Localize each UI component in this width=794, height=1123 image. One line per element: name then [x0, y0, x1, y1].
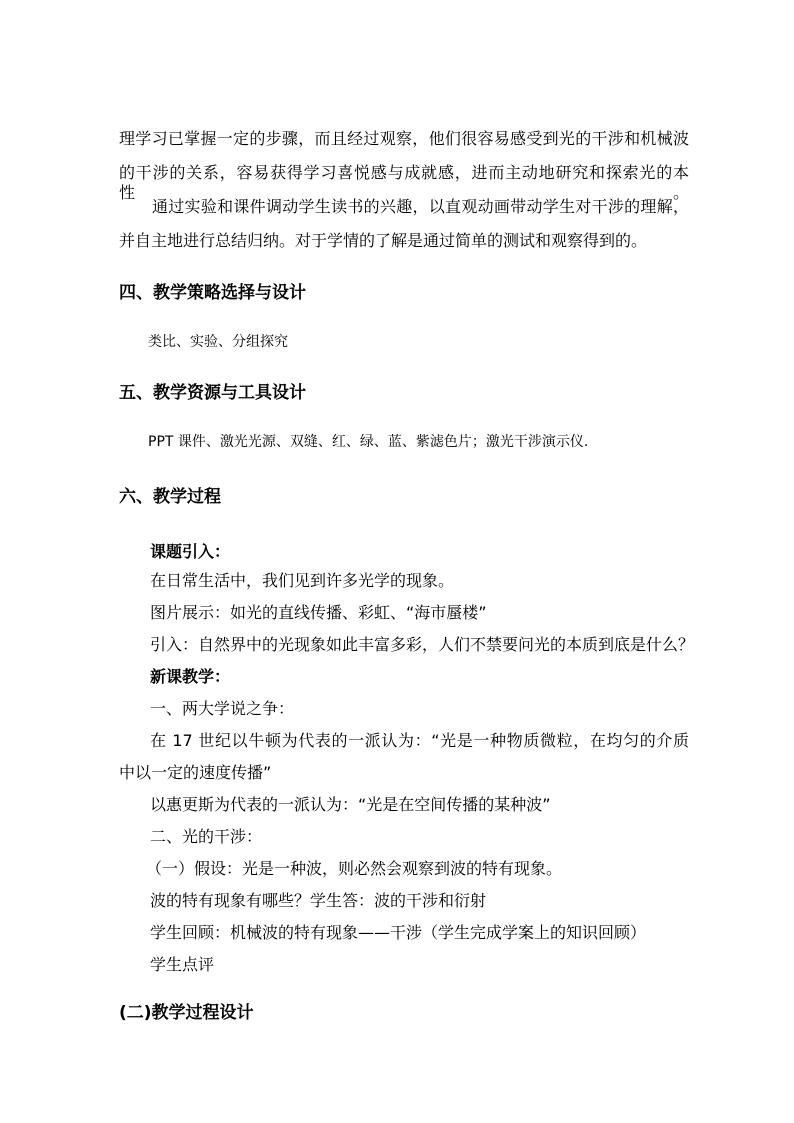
intro-line3: 引入：自然界中的光现象如此丰富多彩，人们不禁要问光的本质到底是什么？: [150, 635, 695, 654]
hypothesis-line: （一）假设：光是一种波，则必然会观察到波的特有现象。: [146, 859, 563, 878]
comment-line: 学生点评: [150, 955, 215, 974]
section4-heading: 四、教学策略选择与设计: [119, 283, 306, 303]
new-lesson-title: 新课教学：: [150, 667, 231, 686]
section6-heading: 六、教学过程: [119, 487, 221, 507]
intro-line1: 在日常生活中，我们见到许多光学的现象。: [150, 571, 455, 590]
part2-title: 二、光的干涉：: [150, 827, 263, 846]
review-line: 学生回顾：机械波的特有现象——干涉（学生完成学案上的知识回顾）: [150, 923, 647, 942]
newton-line2: 中以一定的速度传播”: [119, 763, 272, 782]
huygens-line: 以惠更斯为代表的一派认为：“光是在空间传播的某种波”: [150, 795, 551, 814]
question-line: 波的特有现象有哪些？学生答：波的干涉和衍射: [150, 891, 487, 910]
para1-line1: 理学习已掌握一定的步骤，而且经过观察，他们很容易感受到光的干涉和机械波: [119, 129, 689, 148]
section5-heading: 五、教学资源与工具设计: [119, 383, 306, 403]
newton-line1: 在 17 世纪以牛顿为代表的一派认为：“光是一种物质微粒，在均匀的介质: [150, 731, 689, 750]
intro-title: 课题引入：: [150, 542, 231, 561]
design-heading: (二)教学过程设计: [119, 1003, 254, 1023]
para2-line1: 通过实验和课件调动学生读书的兴趣，以直观动画带动学生对干涉的理解，: [152, 197, 689, 216]
para1-line2: 的干涉的关系，容易获得学习喜悦感与成就感，进而主动地研究和探索光的本性。: [119, 163, 689, 202]
intro-line2: 图片展示：如光的直线传播、彩虹、“海市蜃楼”: [150, 603, 487, 622]
para2-line2: 并自主地进行总结归纳。对于学情的了解是通过简单的测试和观察得到的。: [119, 231, 648, 250]
part1-title: 一、两大学说之争：: [150, 699, 295, 718]
section4-body: 类比、实验、分组探究: [148, 334, 288, 350]
section5-body: PPT 课件、激光光源、双缝、红、绿、蓝、紫滤色片；激光干涉演示仪.: [148, 434, 589, 450]
